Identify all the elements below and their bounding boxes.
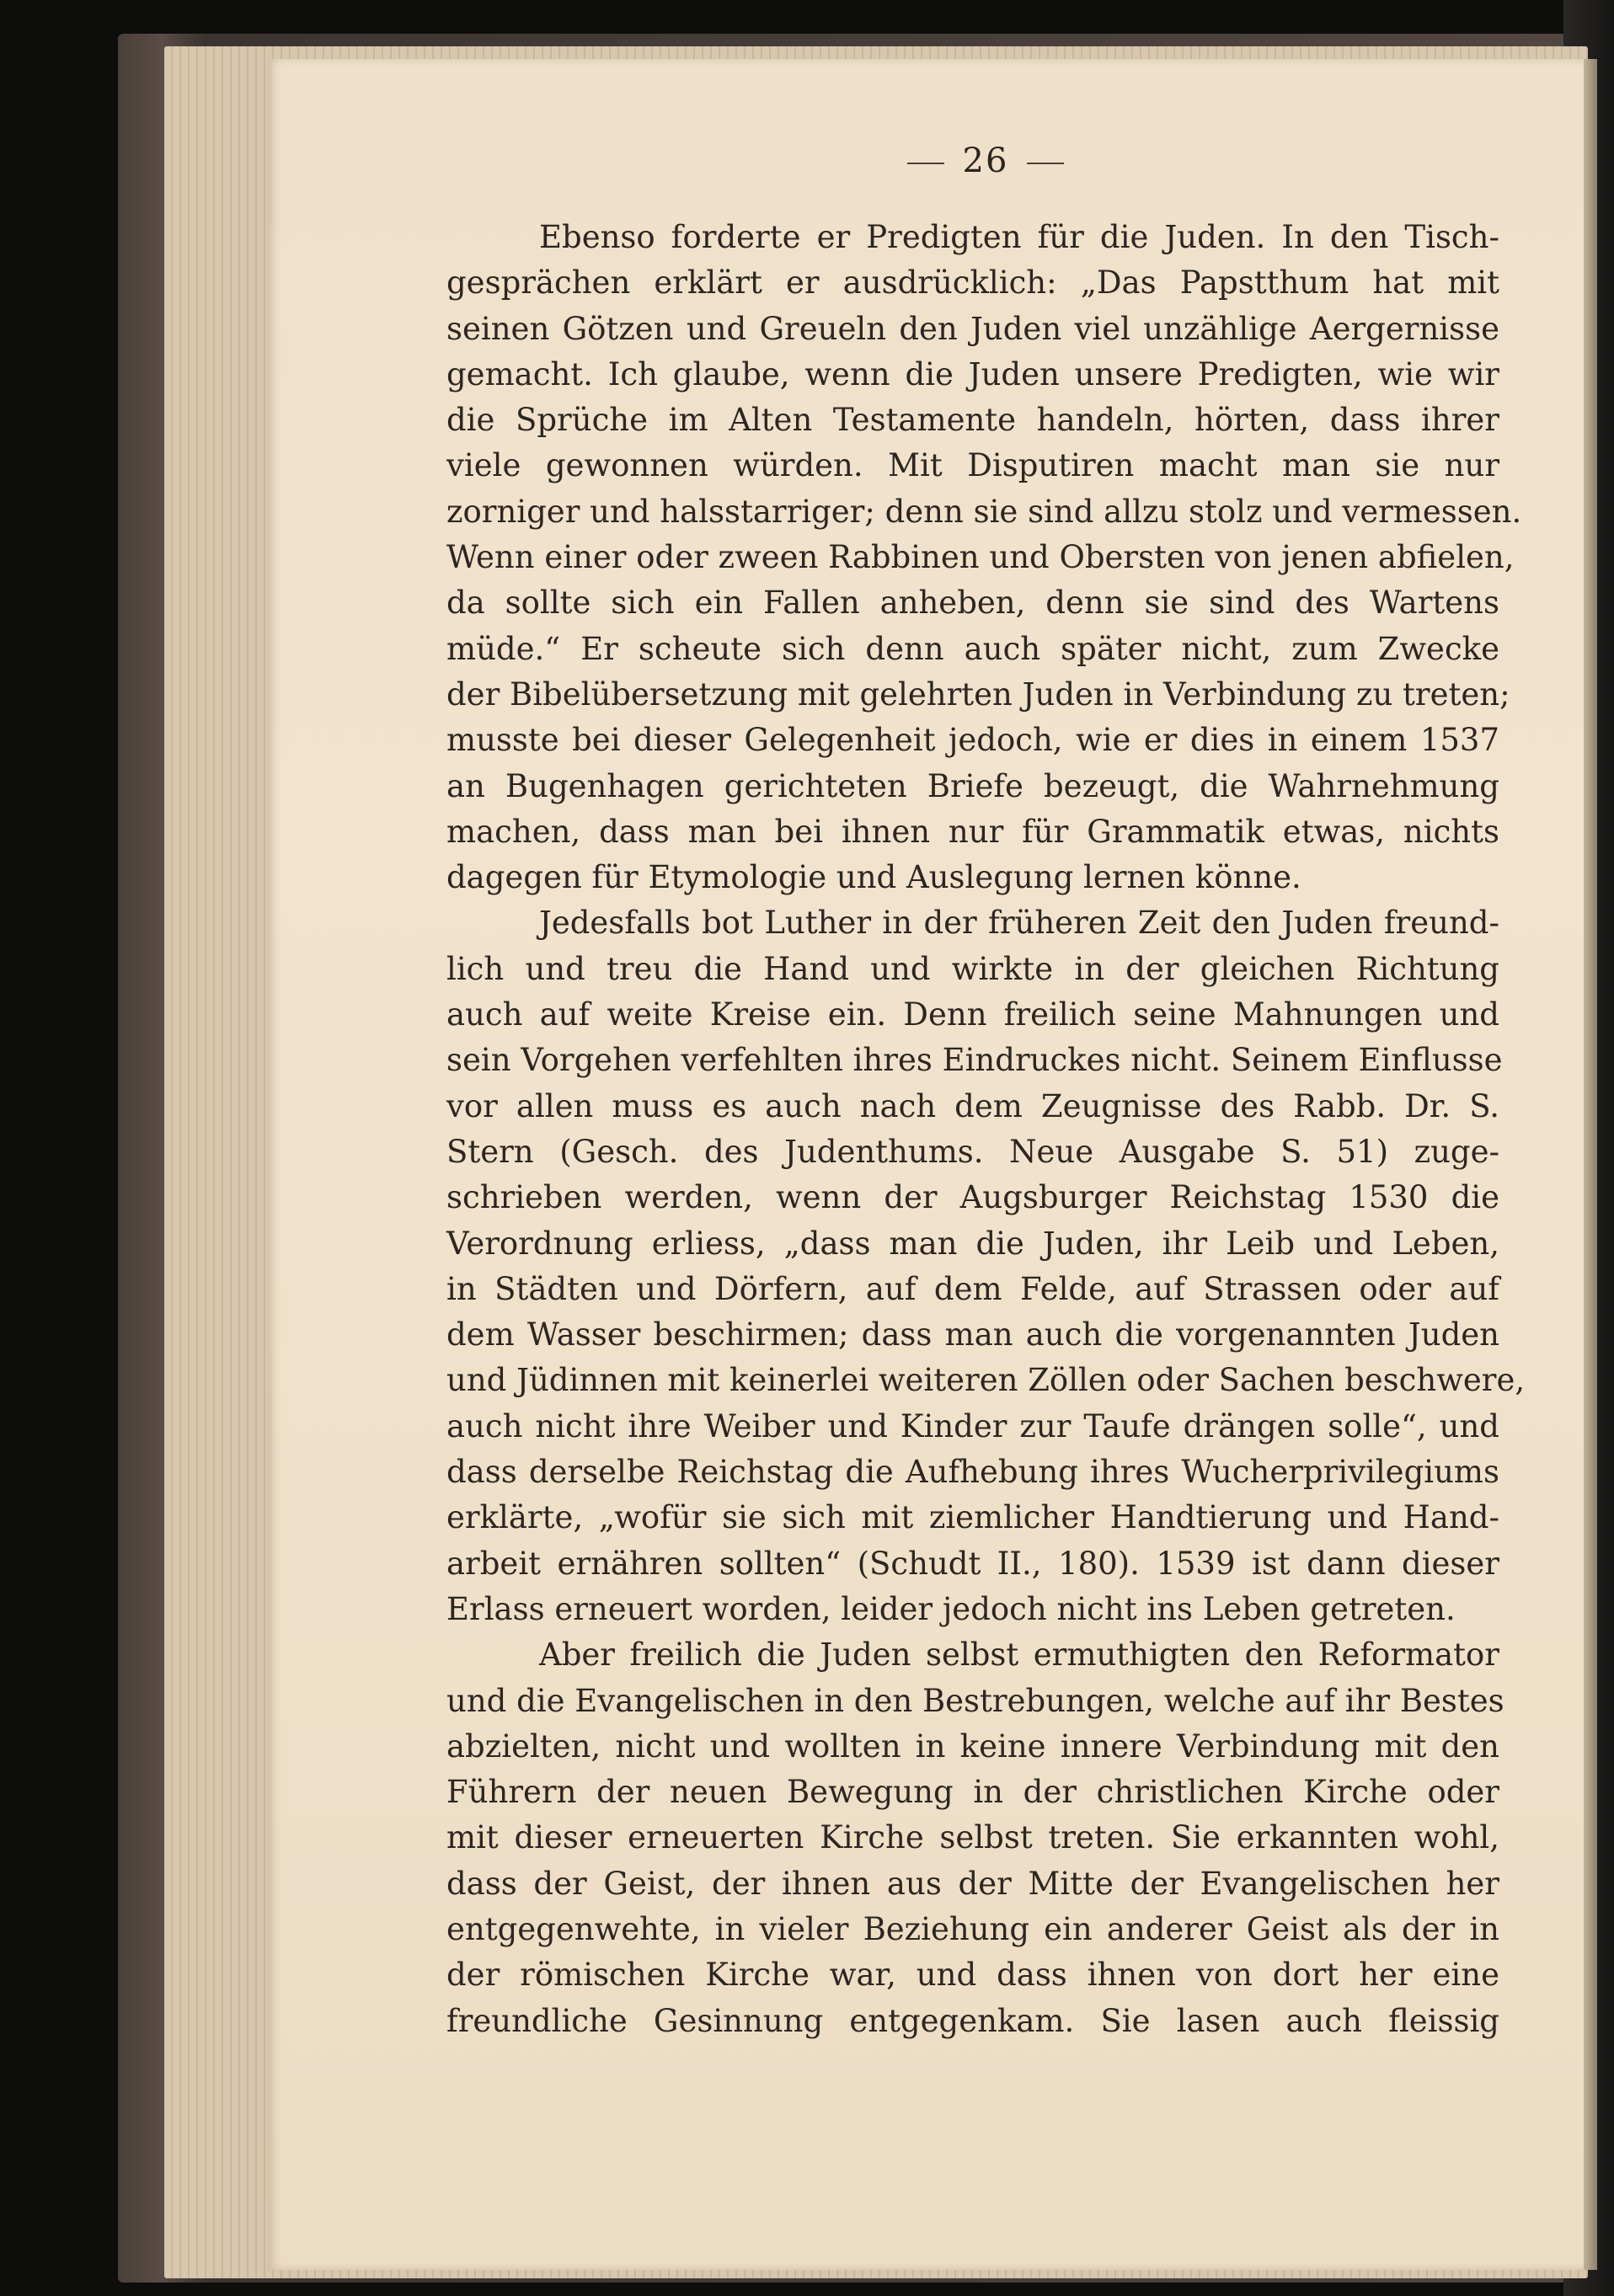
text-line: schrieben werden, wenn der Augsburger Reichstag 1530 die — [446, 1179, 1499, 1216]
text-line: Jedesfalls bot Luther in der früheren Zeit den Juden freund- — [539, 905, 1499, 942]
text-line: lich und treu die Hand und wirkte in der gleichen Richtung — [446, 950, 1499, 987]
text-line: machen, dass man bei ihnen nur für Grammatik etwas, nichts — [446, 813, 1499, 850]
text-line: seinen Götzen und Greueln den Juden viel unzählige Aergernisse — [446, 310, 1499, 347]
text-line: der römischen Kirche war, und dass ihnen von dort her eine — [446, 1957, 1499, 1994]
header-dash-right — [1027, 163, 1064, 164]
text-line: abzielten, nicht und wollten in keine innere Verbindung mit den — [446, 1727, 1499, 1765]
text-line: da sollte sich ein Fallen anheben, denn sie sind des Wartens — [446, 585, 1499, 622]
text-line: Verordnung erliess, „dass man die Juden, ihr Leib und Leben, — [446, 1225, 1499, 1262]
text-line: sein Vorgehen verfehlten ihres Eindruckes nicht. Seinem Einflusse — [446, 1042, 1503, 1079]
text-line: viele gewonnen würden. Mit Disputiren macht man sie nur — [446, 447, 1499, 484]
text-line: in Städten und Dörfern, auf dem Felde, auf Strassen oder auf — [446, 1270, 1499, 1307]
text-line: auch auf weite Kreise ein. Denn freilich seine Mahnungen und — [446, 996, 1499, 1033]
text-line: erklärte, „wofür sie sich mit ziemlicher Handtierung und Hand- — [446, 1499, 1499, 1536]
text-line: dass derselbe Reichstag die Aufhebung ihres Wucherprivilegiums — [446, 1454, 1499, 1491]
text-line: Ebenso forderte er Predigten für die Juden. In den Tisch- — [539, 219, 1499, 255]
page-number: 26 — [962, 141, 1009, 180]
text-line: Aber freilich die Juden selbst ermuthigten den Reformator — [539, 1637, 1499, 1674]
text-line: musste bei dieser Gelegenheit jedoch, wie er dies in einem 1537 — [446, 722, 1499, 759]
page-right-edge — [1584, 59, 1597, 2270]
text-line: Stern (Gesch. des Judenthums. Neue Ausgabe S. 51) zuge- — [446, 1133, 1499, 1170]
text-line: und Jüdinnen mit keinerlei weiteren Zöllen oder Sachen beschwere, — [446, 1362, 1526, 1399]
text-line: dass der Geist, der ihnen aus der Mitte der Evangelischen her — [446, 1865, 1499, 1902]
body-text — [446, 215, 1526, 2044]
text-line: Wenn einer oder zween Rabbinen und Obersten von jenen abfielen, — [446, 539, 1515, 576]
text-line: der Bibelübersetzung mit gelehrten Juden in Verbindung zu treten; — [446, 675, 1510, 713]
text-line: zorniger und halsstarriger; denn sie sind allzu stolz und vermessen. — [446, 493, 1522, 530]
text-line: Führern der neuen Bewegung in der christlichen Kirche oder — [446, 1774, 1499, 1811]
text-line: vor allen muss es auch nach dem Zeugnisse des Rabb. Dr. S. — [446, 1087, 1499, 1124]
page-header — [851, 141, 1120, 180]
text-line: mit dieser erneuerten Kirche selbst treten. Sie erkannten wohl, — [446, 1819, 1499, 1856]
text-line: auch nicht ihre Weiber und Kinder zur Taufe drängen solle“, und — [446, 1407, 1499, 1444]
text-line: an Bugenhagen gerichteten Briefe bezeugt, die Wahrnehmung — [446, 767, 1499, 804]
text-line: müde.“ Er scheute sich denn auch später nicht, zum Zwecke — [446, 630, 1499, 667]
text-line: dem Wasser beschirmen; dass man auch die vorgenannten Juden — [446, 1316, 1499, 1354]
text-line: freundliche Gesinnung entgegenkam. Sie lasen auch fleissig — [446, 2002, 1499, 2039]
text-line: die Sprüche im Alten Testamente handeln, hörten, dass ihrer — [446, 402, 1499, 439]
header-dash-left — [907, 163, 944, 164]
text-line: arbeit ernähren sollten“ (Schudt II., 180). 1539 ist dann dieser — [446, 1545, 1499, 1582]
text-line: entgegenwehte, in vieler Beziehung ein anderer Geist als der in — [446, 1910, 1499, 1947]
text-line: Erlass erneuert worden, leider jedoch nicht ins Leben getreten. — [446, 1590, 1456, 1627]
text-line: und die Evangelischen in den Bestrebungen, welche auf ihr Bestes — [446, 1682, 1504, 1719]
text-line: gemacht. Ich glaube, wenn die Juden unsere Predigten, wie wir — [446, 355, 1499, 392]
text-line: dagegen für Etymologie und Auslegung lernen könne. — [446, 859, 1301, 896]
text-line: gesprächen erklärt er ausdrücklich: „Das Papstthum hat mit — [446, 264, 1499, 302]
